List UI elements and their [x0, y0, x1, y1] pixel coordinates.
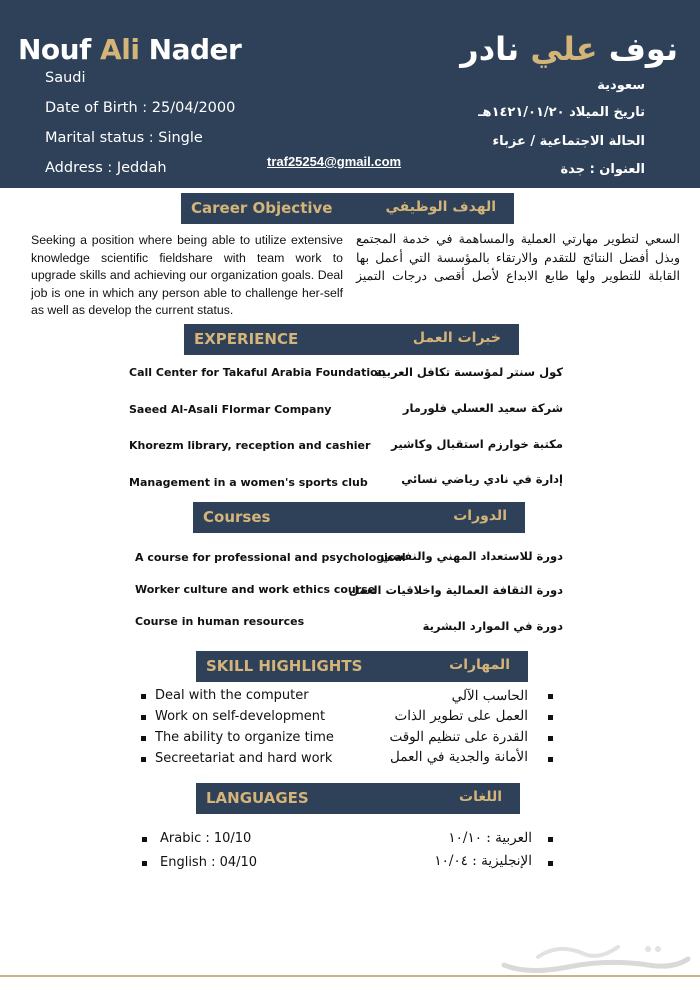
bullet-icon: [548, 715, 553, 720]
experience-item-ar: كول سنتر لمؤسسة تكافل العربية: [375, 365, 563, 379]
bullet-icon: [548, 837, 553, 842]
last-name-en: Nader: [148, 33, 242, 66]
skill-item-ar: الحاسب الآلي: [451, 688, 528, 704]
bullet-icon: [141, 736, 146, 741]
section-title-ar: اللغات: [459, 789, 502, 805]
section-experience: [184, 324, 519, 355]
nationality-ar: سعودية: [597, 78, 645, 93]
language-item-en: Arabic : 10/10: [160, 831, 252, 846]
section-title-en: Courses: [203, 508, 271, 526]
bullet-icon: [548, 757, 553, 762]
header-banner: [0, 0, 700, 188]
middle-name-en: Ali: [100, 33, 140, 66]
bullet-icon: [548, 736, 553, 741]
address-ar: العنوان : جدة: [560, 162, 645, 177]
name-english: [18, 33, 241, 66]
section-languages: [196, 783, 520, 814]
course-item-ar: دورة الثقافة العمالية واخلاقيات العمل: [348, 583, 563, 597]
section-title-ar: الدورات: [453, 508, 507, 524]
section-title-ar: المهارات: [449, 657, 510, 673]
course-item-en: A course for professional and psychological: [135, 551, 406, 564]
middle-name-ar: علي: [530, 30, 598, 68]
first-name-ar: نوف: [608, 30, 678, 68]
experience-item-ar: إدارة في نادي رياضي نسائي: [401, 472, 563, 486]
language-item-ar: الإنجليزية : ١٠/٠٤: [434, 853, 532, 869]
section-title-en: Career Objective: [191, 199, 333, 217]
experience-item-ar: مكتبة خوارزم استقبال وكاشير: [391, 437, 563, 451]
email-link[interactable]: traf25254@gmail.com: [267, 154, 402, 169]
skill-item-ar: القدرة على تنظيم الوقت: [389, 729, 528, 745]
last-name-ar: نادر: [460, 30, 520, 68]
dob-en: Date of Birth : 25/04/2000: [45, 100, 236, 116]
experience-item-en: Khorezm library, reception and cashier: [129, 439, 371, 452]
bullet-icon: [141, 694, 146, 699]
skill-item-ar: الأمانة والجدية في العمل: [390, 749, 528, 765]
bullet-icon: [141, 715, 146, 720]
first-name-en: Nouf: [18, 33, 91, 66]
experience-item-ar: شركة سعيد العسلي فلورمار: [402, 401, 563, 415]
skill-item-en: The ability to organize time: [155, 730, 334, 745]
watermark-logo: [498, 935, 694, 981]
section-title-en: LANGUAGES: [206, 789, 309, 807]
course-item-en: Course in human resources: [135, 615, 305, 628]
name-arabic: [460, 30, 678, 68]
course-item-en: Worker culture and work ethics course: [135, 583, 376, 596]
bullet-icon: [548, 694, 553, 699]
bullet-icon: [141, 757, 146, 762]
objective-text-ar: السعي لتطوير مهارتي العملية والمساهمة في خدمة المجتمع وبذل أفضل النتائج للتقدم والارتقاء بالمؤسسة التي أعمل بها القابلة للتطوير ولها طابع الابداع لأصل أقصى درجات التميز: [356, 231, 680, 283]
course-item-ar: دورة في الموارد البشرية: [422, 619, 563, 633]
bullet-icon: [548, 861, 553, 866]
language-item-ar: العربية : ١٠/١٠: [448, 830, 532, 846]
bullet-icon: [142, 837, 147, 842]
section-title-ar: الهدف الوظيفي: [385, 199, 496, 215]
bullet-icon: [142, 861, 147, 866]
dob-ar: تاريخ الميلاد ١٤٢١/٠١/٢٠هـ: [478, 105, 645, 120]
skill-item-en: Secreetariat and hard work: [155, 751, 333, 766]
skill-item-en: Work on self-development: [155, 709, 326, 724]
marital-status-ar: الحالة الاجتماعية / عزباء: [492, 134, 645, 149]
course-item-ar: دورة للاستعداد المهني والنفسي: [380, 549, 563, 563]
experience-item-en: Call Center for Takaful Arabia Foundation: [129, 366, 386, 379]
section-courses: [193, 502, 525, 533]
nationality-en: Saudi: [45, 70, 86, 86]
skill-item-ar: العمل على تطوير الذات: [394, 708, 528, 724]
experience-item-en: Saeed Al-Asali Flormar Company: [129, 403, 332, 416]
skill-item-en: Deal with the computer: [155, 688, 309, 703]
section-title-ar: خبرات العمل: [412, 330, 501, 346]
objective-text-en: Seeking a position where being able to utilize extensive knowledge scientific fieldshare with team work to upgrade skills and achieving our organization goals. Deal job is one in which any person able to challenge her-self as well as develop the current status.: [31, 233, 343, 318]
section-title-en: EXPERIENCE: [194, 330, 299, 348]
marital-status-en: Marital status : Single: [45, 130, 203, 146]
section-skill-highlights: [196, 651, 528, 682]
language-item-en: English : 04/10: [160, 855, 258, 870]
section-title-en: SKILL HIGHLIGHTS: [206, 657, 363, 675]
experience-item-en: Management in a women's sports club: [129, 476, 368, 489]
address-en: Address : Jeddah: [45, 160, 167, 176]
section-career-objective: [181, 193, 514, 224]
